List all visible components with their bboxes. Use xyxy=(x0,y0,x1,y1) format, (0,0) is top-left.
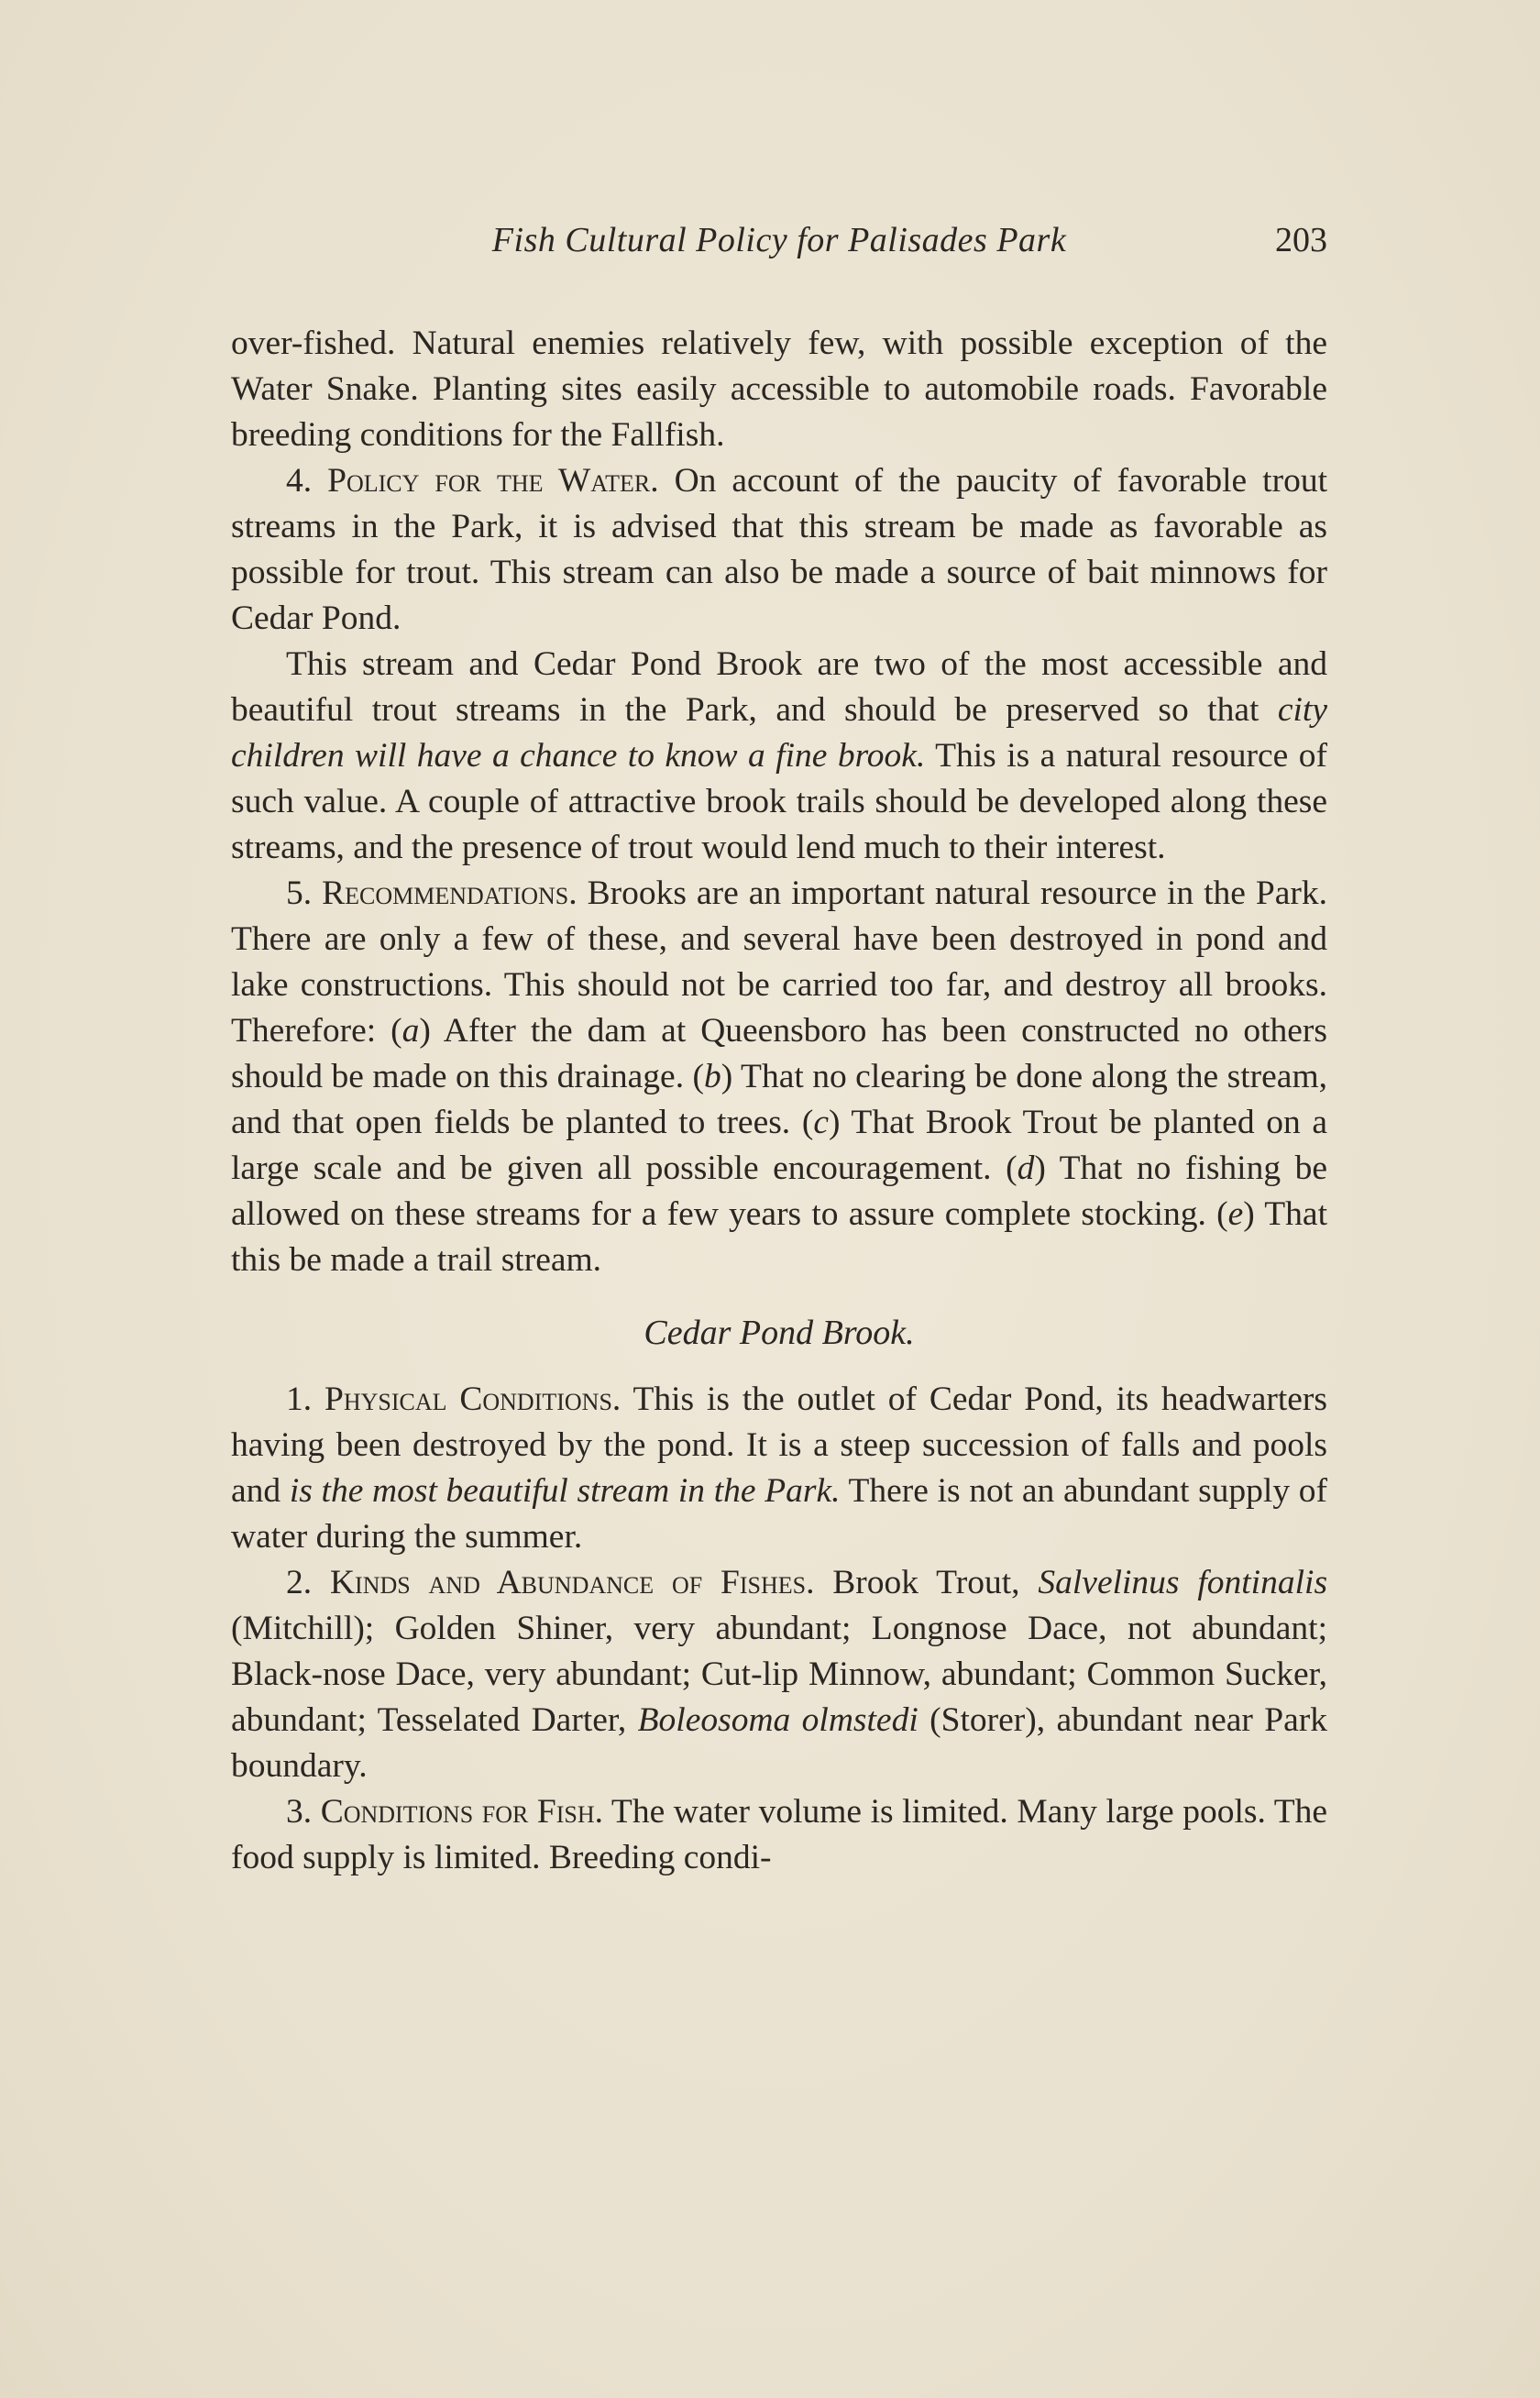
paragraph-recommendations xyxy=(231,871,1327,1283)
paragraph-text: ) After the dam at Queensboro has been constructed no others should be made on this drainage. ( xyxy=(231,1012,1327,1095)
paragraph-text: There is not an abundant supply of water during the summer. xyxy=(231,1472,1328,1556)
paragraph-text: Brooks are an important natural resource in the Park. There are only a few of these, and several have been destroyed in pond and lake constructions. This should not be carried too far, and destroy all brooks. Therefore: ( xyxy=(231,874,1328,1050)
paragraph-text: The water volume is limited. Many large pools. The food supply is limited. Breeding condi- xyxy=(231,1793,1328,1876)
section-heading: Cedar Pond Brook. xyxy=(644,1314,915,1352)
list-marker: d xyxy=(1017,1150,1035,1187)
body-text xyxy=(231,321,1327,1881)
item-heading: Physical Conditions. xyxy=(324,1380,622,1418)
paragraph-policy-for-water xyxy=(231,458,1327,642)
page-number: 203 xyxy=(1275,221,1327,259)
item-number: 1. xyxy=(286,1380,313,1418)
item-heading: Kinds and Abundance of Fishes. xyxy=(329,1564,815,1601)
item-heading: Conditions for Fish. xyxy=(320,1793,604,1831)
paragraph-text: Brook Trout, xyxy=(832,1564,1020,1601)
italic-emphasis: city children will have a chance to know a fine brook. xyxy=(231,691,1327,775)
paragraph-preservation xyxy=(231,642,1327,871)
paragraph-conditions-for-fish xyxy=(231,1789,1327,1881)
paragraph-kinds-of-fishes xyxy=(231,1560,1327,1789)
item-heading: Policy for the Water. xyxy=(327,462,659,500)
species-name: Boleosoma olmstedi xyxy=(637,1701,918,1739)
item-number: 5. xyxy=(286,874,313,912)
running-title: Fish Cultural Policy for Palisades Park xyxy=(491,221,1067,259)
paragraph-text: ) That Brook Trout be planted on a large scale and be given all possible encouragement. ( xyxy=(231,1104,1327,1187)
paragraph-text: This stream and Cedar Pond Brook are two of the most accessible and beautiful trout streams in the Park, and should be preserved so that xyxy=(231,645,1327,729)
paragraph-text: ) That this be made a trail stream. xyxy=(231,1195,1327,1279)
list-marker: b xyxy=(704,1058,721,1095)
paragraph-text: This is a natural resource of such value. A couple of attractive brook trails should be developed along these streams, and the presence of trout would lend much to their interest. xyxy=(231,737,1327,866)
paragraph-text: This is the outlet of Cedar Pond, its headwarters having been destroyed by the pond. It is a steep succession of falls and pools and xyxy=(231,1380,1328,1510)
page-header xyxy=(231,220,1327,275)
item-heading: Recommendations. xyxy=(322,874,578,912)
item-number: 2. xyxy=(286,1564,313,1601)
italic-emphasis: is the most beautiful stream in the Park. xyxy=(289,1472,841,1510)
paragraph-physical-conditions xyxy=(231,1377,1327,1560)
list-marker: a xyxy=(402,1012,420,1050)
list-marker: e xyxy=(1227,1195,1244,1233)
item-number: 3. xyxy=(286,1793,313,1831)
paragraph-text: over-fished. Natural enemies relatively few, with possible exception of the Water Snake. Planting sites easily accessible to automobile roads. Favorable breeding conditions for the Fallfish. xyxy=(231,324,1327,454)
species-name: Salvelinus fontinalis xyxy=(1038,1564,1328,1601)
paragraph-text: (Mitchill); Golden Shiner, very abundant; Longnose Dace, not abundant; Black-nose Dace, very abundant; Cut-lip Minnow, abundant; Common Sucker, abundant; Tesselated Darter, xyxy=(231,1610,1327,1739)
list-marker: c xyxy=(813,1104,829,1141)
paragraph-text: On account of the paucity of favorable trout streams in the Park, it is advised that this stream be made as favorable as possible for trout. This stream can also be made a source of bait minnows for Cedar Pond. xyxy=(231,462,1328,637)
paragraph-text: ) That no fishing be allowed on these streams for a few years to assure complete stocking. ( xyxy=(231,1150,1327,1233)
paragraph-text: (Storer), abundant near Park boundary. xyxy=(231,1701,1328,1785)
paragraph-continuation xyxy=(231,321,1327,458)
paragraph-text: ) That no clearing be done along the stream, and that open fields be planted to trees. ( xyxy=(231,1058,1327,1141)
item-number: 4. xyxy=(286,462,313,500)
